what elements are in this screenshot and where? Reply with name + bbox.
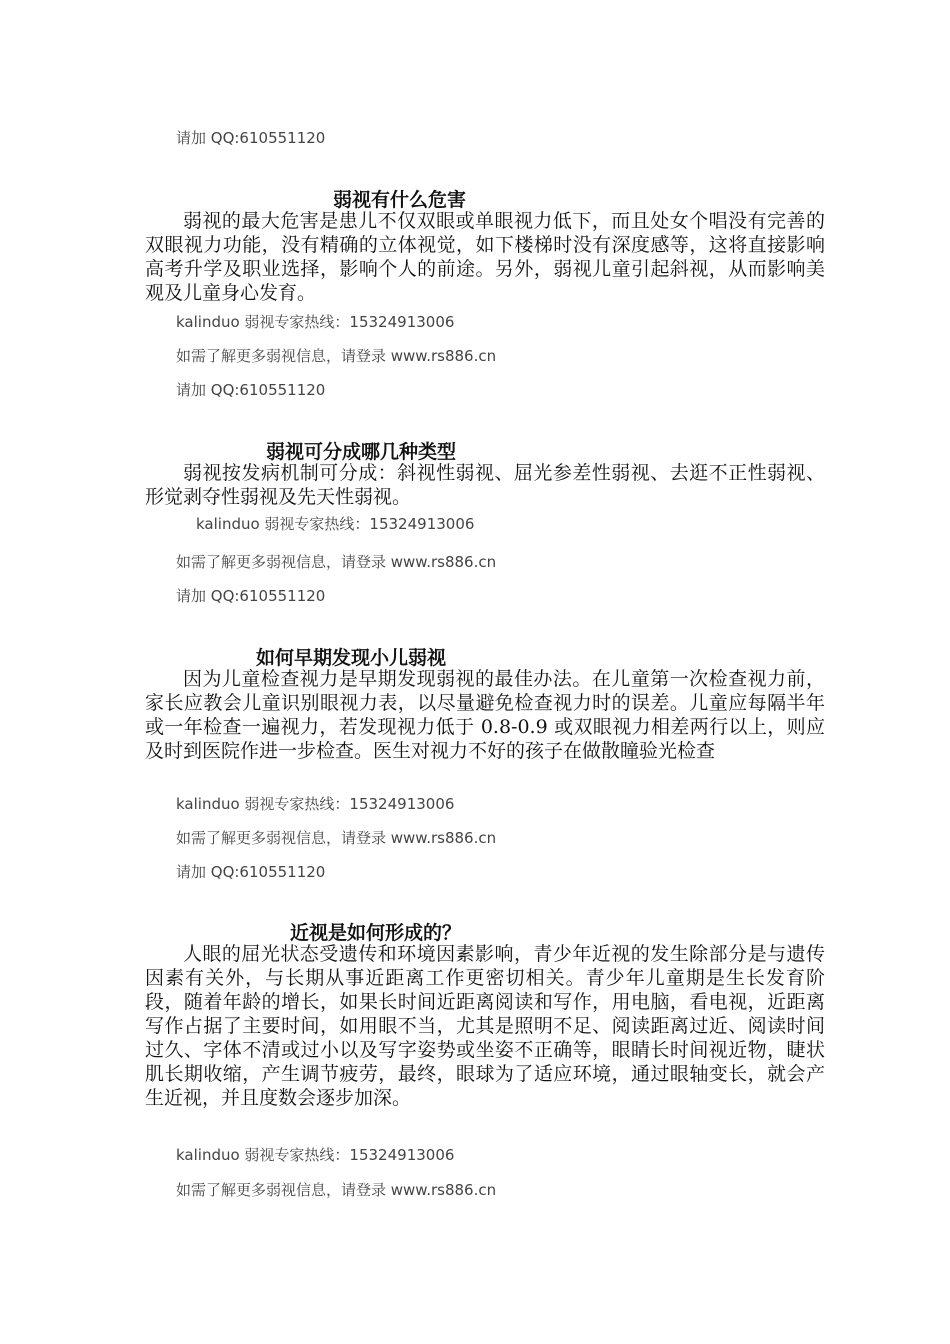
section-title: 如何早期发现小儿弱视 bbox=[256, 647, 447, 669]
hotline-text: kalinduo 弱视专家热线：15324913006 bbox=[176, 1146, 455, 1164]
section-title: 近视是如何形成的？ bbox=[290, 922, 462, 944]
qq-contact: 请加 QQ:610551120 bbox=[176, 863, 326, 881]
qq-contact: 请加 QQ:610551120 bbox=[176, 587, 326, 605]
section-body: 因为儿童检查视力是早期发现弱视的最佳办法。在儿童第一次检查视力前，家长应教会儿童识别眼视力表，以尽量避免检查视力时的误差。儿童应每隔半年或一年检查一遍视力，若发现视力低于 0.8-0.9 或双眼视力相差两行以上，则应及时到医院作进一步检查。医生对视力不好的孩子在做散瞳验光检查 bbox=[145, 668, 825, 762]
hotline-text: kalinduo 弱视专家热线：15324913006 bbox=[176, 313, 455, 331]
qq-contact: 请加 QQ:610551120 bbox=[176, 129, 326, 147]
section-title: 弱视可分成哪几种类型 bbox=[266, 441, 457, 463]
website-text: 如需了解更多弱视信息，请登录 www.rs886.cn bbox=[176, 829, 497, 847]
section-body: 人眼的屈光状态受遗传和环境因素影响，青少年近视的发生除部分是与遗传因素有关外，与长期从事近距离工作更密切相关。青少年儿童期是生长发育阶段，随着年龄的增长，如果长时间近距离阅读和写作，用电脑，看电视，近距离写作占据了主要时间，如用眼不当，尤其是照明不足、阅读距离过近、阅读时间过久、字体不清或过小以及写字姿势或坐姿不正确等，眼睛长时间视近物，睫状肌长期收缩，产生调节疲劳，最终，眼球为了适应环境，通过眼轴变长，就会产生近视，并且度数会逐步加深。 bbox=[145, 943, 825, 1109]
section-body: 弱视的最大危害是患儿不仅双眼或单眼视力低下，而且处女个唱没有完善的双眼视力功能，没有精确的立体视觉，如下楼梯时没有深度感等，这将直接影响高考升学及职业选择，影响个人的前途。另外，弱视儿童引起斜视，从而影响美观及儿童身心发育。 bbox=[145, 210, 825, 304]
hotline-text: kalinduo 弱视专家热线：15324913006 bbox=[196, 515, 475, 533]
section-title: 弱视有什么危害 bbox=[333, 189, 467, 211]
hotline-text: kalinduo 弱视专家热线：15324913006 bbox=[176, 795, 455, 813]
website-text: 如需了解更多弱视信息，请登录 www.rs886.cn bbox=[176, 1181, 497, 1199]
section-body: 弱视按发病机制可分成：斜视性弱视、屈光参差性弱视、去逛不正性弱视、形觉剥夺性弱视及先天性弱视。 bbox=[145, 462, 825, 508]
website-text: 如需了解更多弱视信息，请登录 www.rs886.cn bbox=[176, 347, 497, 365]
qq-contact: 请加 QQ:610551120 bbox=[176, 381, 326, 399]
website-text: 如需了解更多弱视信息，请登录 www.rs886.cn bbox=[176, 553, 497, 571]
